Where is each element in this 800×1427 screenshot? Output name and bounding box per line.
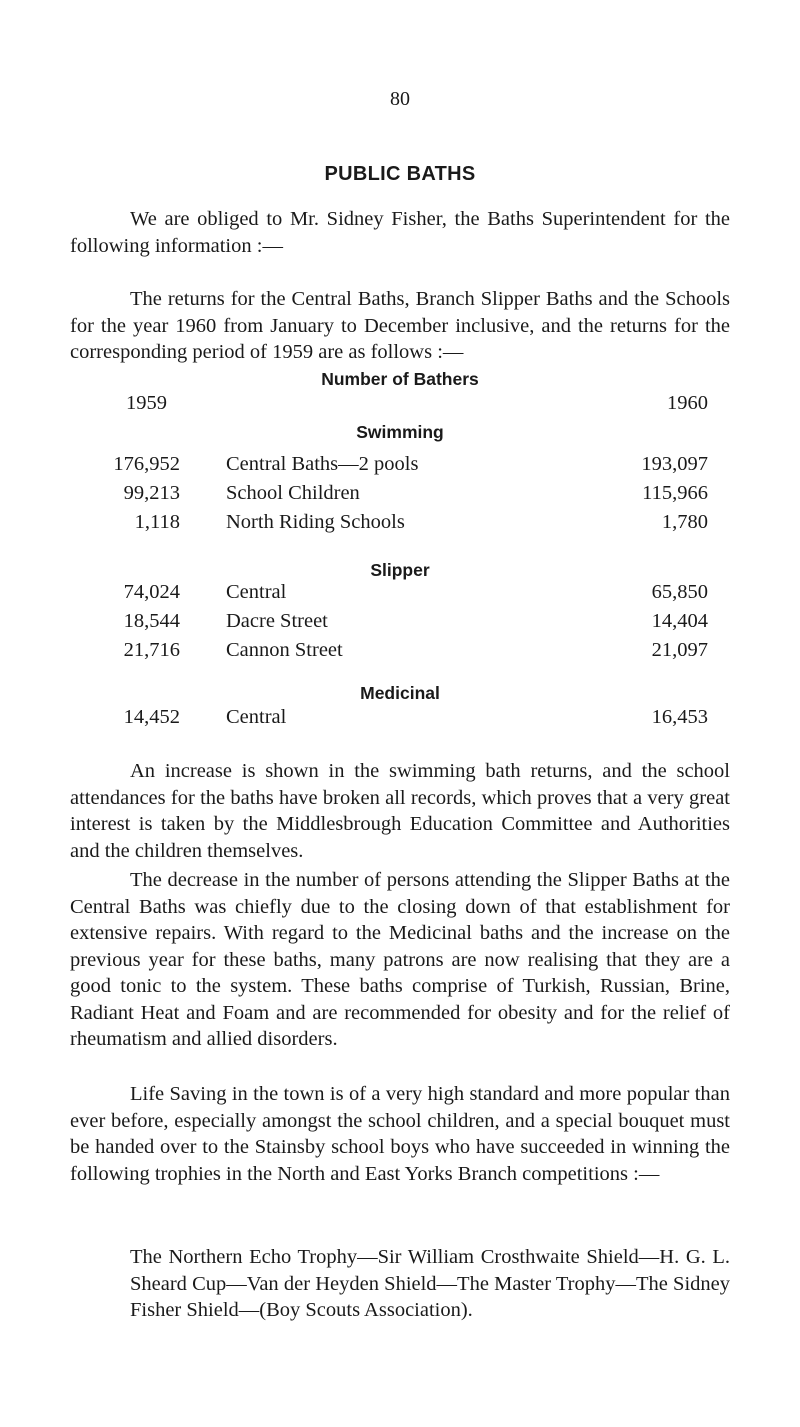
decrease-paragraph: The decrease in the number of persons attending the Slipper Baths at the Central Baths was chiefly due to the closing down of that establishment for extensive repairs. With regard to the Medicinal baths and the increase on the previous year for these baths, many patrons are now realising that they are a good tonic to the system. These baths comprise of Turkish, Russian, Brine, Radiant Heat and Foam and are recommended for obesity and for the relief of rheumatism and allied disorders. bbox=[70, 869, 730, 1050]
life-saving-paragraph: Life Saving in the town is of a very high standard and more popular than ever before, especially amongst the school children, and a special bouquet must be handed over to the Stainsby school boys who have succeeded in winning the following trophies in the North and East Yorks Branch competitions :— bbox=[70, 1083, 730, 1185]
page-title: PUBLIC BATHS bbox=[324, 163, 476, 185]
cell-1960: 65,850 bbox=[651, 581, 708, 603]
cell-label: Central Baths—2 pools bbox=[226, 453, 419, 475]
cell-1960: 1,780 bbox=[661, 511, 708, 533]
section-heading-slipper: Slipper bbox=[370, 560, 430, 580]
cell-1960: 115,966 bbox=[642, 482, 708, 504]
cell-1959: 176,952 bbox=[113, 453, 180, 475]
cell-1959: 74,024 bbox=[123, 581, 180, 603]
section-heading-swimming: Swimming bbox=[356, 422, 444, 442]
cell-label: School Children bbox=[226, 482, 360, 504]
cell-label: Central bbox=[226, 581, 287, 603]
table-heading: Number of Bathers bbox=[321, 369, 479, 389]
table-row bbox=[0, 706, 800, 734]
cell-1960: 193,097 bbox=[641, 453, 708, 475]
trophies-paragraph: The Northern Echo Trophy—Sir William Crosthwaite Shield—H. G. L. Sheard Cup—Van der Heyden Shield—The Master Trophy—The Sidney Fisher Shield—(Boy Scouts Association). bbox=[130, 1246, 730, 1321]
cell-1959: 14,452 bbox=[123, 706, 180, 728]
cell-1959: 21,716 bbox=[123, 639, 180, 661]
page-number: 80 bbox=[390, 88, 410, 110]
returns-paragraph: The returns for the Central Baths, Branch Slipper Baths and the Schools for the year 1960 from January to December inclusive, and the returns for the corresponding period of 1959 are as follows :— bbox=[70, 288, 730, 363]
cell-label: North Riding Schools bbox=[226, 511, 405, 533]
section-heading-medicinal: Medicinal bbox=[360, 683, 440, 703]
cell-label: Cannon Street bbox=[226, 639, 343, 661]
cell-1960: 16,453 bbox=[651, 706, 708, 728]
year-1960-header: 1960 bbox=[667, 392, 708, 414]
cell-label: Dacre Street bbox=[226, 610, 328, 632]
cell-1959: 99,213 bbox=[123, 482, 180, 504]
cell-label: Central bbox=[226, 706, 287, 728]
table-row bbox=[0, 511, 800, 539]
intro-paragraph: We are obliged to Mr. Sidney Fisher, the Baths Superintendent for the following information :— bbox=[70, 208, 730, 257]
cell-1960: 21,097 bbox=[651, 639, 708, 661]
cell-1959: 1,118 bbox=[134, 511, 180, 533]
table-row bbox=[0, 453, 800, 481]
table-row bbox=[0, 610, 800, 638]
table-row bbox=[0, 482, 800, 510]
table-row bbox=[0, 581, 800, 609]
cell-1959: 18,544 bbox=[123, 610, 180, 632]
cell-1960: 14,404 bbox=[651, 610, 708, 632]
increase-paragraph: An increase is shown in the swimming bath returns, and the school attendances for the baths have broken all records, which proves that a very great interest is taken by the Middlesbrough Education Committee and Authorities and the children themselves. bbox=[70, 760, 730, 862]
year-1959-header: 1959 bbox=[126, 392, 167, 414]
table-row bbox=[0, 639, 800, 667]
